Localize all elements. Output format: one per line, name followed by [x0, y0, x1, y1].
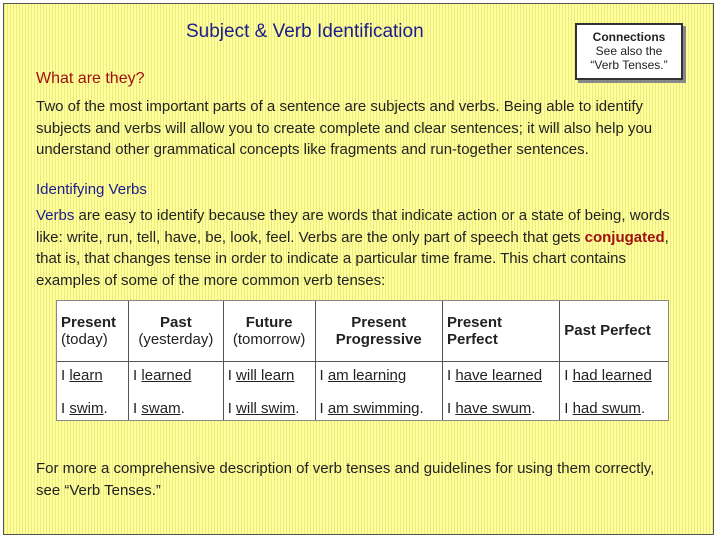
table-cell: I had learned: [564, 366, 652, 384]
header-present: Present (today): [57, 301, 129, 361]
table-cell: I have learned: [443, 361, 560, 389]
keyword-conjugated: conjugated: [584, 228, 665, 246]
table-cell: I learn: [57, 361, 129, 389]
header-past: Past (yesterday): [129, 301, 224, 361]
verb-tense-table: [56, 300, 669, 421]
table-cell: I will learn: [223, 361, 315, 389]
keyword-verbs: Verbs: [36, 207, 75, 224]
verbs-text-b: , that is, that changes tense in order to indicate a particular time frame. This chart contains examples of some of the more common verb tenses:: [36, 228, 669, 289]
header-present-perfect: Present Perfect: [443, 301, 560, 361]
table-row: [57, 389, 668, 420]
closing-paragraph: For more a comprehensive description of verb tenses and guidelines for using them correctly, see “Verb Tenses.”: [36, 460, 655, 499]
table-cell: I learned: [129, 361, 224, 389]
intro-paragraph: Two of the most important parts of a sentence are subjects and verbs. Being able to identify subjects and verbs will allow you to create complete and clear sentences; it will also help you understand other grammatical concepts like fragments and run-together sentences.: [36, 98, 653, 158]
table-cell: I have swum.: [443, 389, 560, 420]
page-title: Subject & Verb Identification: [186, 21, 424, 42]
connections-line-2: “Verb Tenses.”: [590, 58, 668, 72]
table-row: [57, 361, 668, 389]
table-cell: I had swum.: [564, 400, 646, 417]
connections-callout: [575, 23, 683, 80]
header-present-progressive: Present Progressive: [315, 301, 443, 361]
table-cell: I will swim.: [223, 389, 315, 420]
header-past-perfect: Past Perfect: [560, 301, 668, 361]
connections-heading: Connections: [592, 30, 666, 44]
slide: [3, 3, 714, 535]
table-cell: I swam.: [129, 389, 224, 420]
question-heading: What are they?: [36, 70, 145, 87]
header-future: Future (tomorrow): [223, 301, 315, 361]
table-header-row: [57, 301, 668, 361]
connections-line-1: See also the: [595, 44, 663, 58]
verbs-paragraph: [36, 205, 676, 291]
identifying-verbs-heading: Identifying Verbs: [36, 181, 147, 198]
table-cell: I am swimming.: [315, 389, 443, 420]
verbs-text-a: are easy to identify because they are words that indicate action or a state of being, words like: write, run, tell, have, be, look, feel. Verbs are the only part of speech that gets: [36, 207, 670, 246]
table-cell: I swim.: [57, 389, 129, 420]
table-cell: I am learning: [315, 361, 443, 389]
